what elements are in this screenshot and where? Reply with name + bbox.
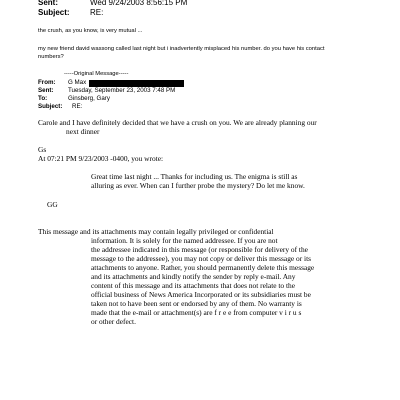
disclaimer-line: made that the e-mail or attachment(s) are f r e e from computer v i r u s	[91, 308, 302, 317]
redaction-bar	[89, 80, 184, 87]
body-line: next dinner	[66, 127, 100, 136]
orig-sent-value: Tuesday, September 23, 2003 7:48 PM	[68, 87, 176, 94]
sent-value: Wed 9/24/2003 8:56:15 PM	[90, 0, 188, 7]
body-line: At 07:21 PM 9/23/2003 -0400, you wrote:	[38, 154, 164, 163]
reply-line: numbers?	[38, 54, 64, 60]
disclaimer-line: the addressee indicated in this message (or responsible for delivery of the	[91, 245, 308, 254]
disclaimer-line: This message and its attachments may contain legally privileged or confidential	[38, 227, 274, 236]
body-line: Gs	[38, 145, 47, 154]
disclaimer-line: taken not to have been sent or endorsed by any of them. No warranty is	[91, 299, 302, 308]
body-line: Carole and I have definitely decided that we have a crush on you. We are already planning our	[38, 118, 317, 127]
sent-label: Sent:	[38, 0, 58, 7]
disclaimer-line: attachments to anyone. Rather, you should permanently delete this message	[91, 263, 315, 272]
disclaimer-line: information. It is solely for the named addressee. If you are not	[91, 236, 278, 245]
orig-subject-value: RE:	[72, 103, 83, 110]
body-line: GG	[47, 200, 58, 209]
subject-label: Subject:	[38, 8, 70, 17]
disclaimer-line: or other defect.	[91, 317, 136, 326]
orig-sent-label: Sent:	[38, 87, 54, 94]
disclaimer-line: and its attachments and kindly notify the sender by reply e-mail. Any	[91, 272, 296, 281]
from-value: G Max	[68, 79, 87, 86]
from-label: From:	[38, 79, 56, 86]
reply-line: the crush, as you know, is very mutual ...	[38, 28, 143, 34]
body-line: alluring as ever. When can I further probe the mystery? Do let me know.	[91, 181, 305, 190]
disclaimer-line: official business of News America Incorporated or its subsidiaries must be	[91, 290, 311, 299]
to-value: Ginsberg, Gary	[68, 95, 110, 102]
reply-line: my new friend david wassong called last night but i inadvertently misplaced his number. do you have his contact	[38, 46, 325, 52]
subject-value: RE:	[90, 8, 104, 17]
to-label: To:	[38, 95, 48, 102]
disclaimer-line: content of this message and its attachments that does not relate to the	[91, 281, 296, 290]
body-line: Great time last night ... Thanks for including us. The enigma is still as	[91, 172, 298, 181]
disclaimer-line: message to the addressee), you may not copy or deliver this message or its	[91, 254, 312, 263]
orig-subject-label: Subject:	[38, 103, 63, 110]
original-message-separator: -----Original Message-----	[64, 71, 129, 77]
